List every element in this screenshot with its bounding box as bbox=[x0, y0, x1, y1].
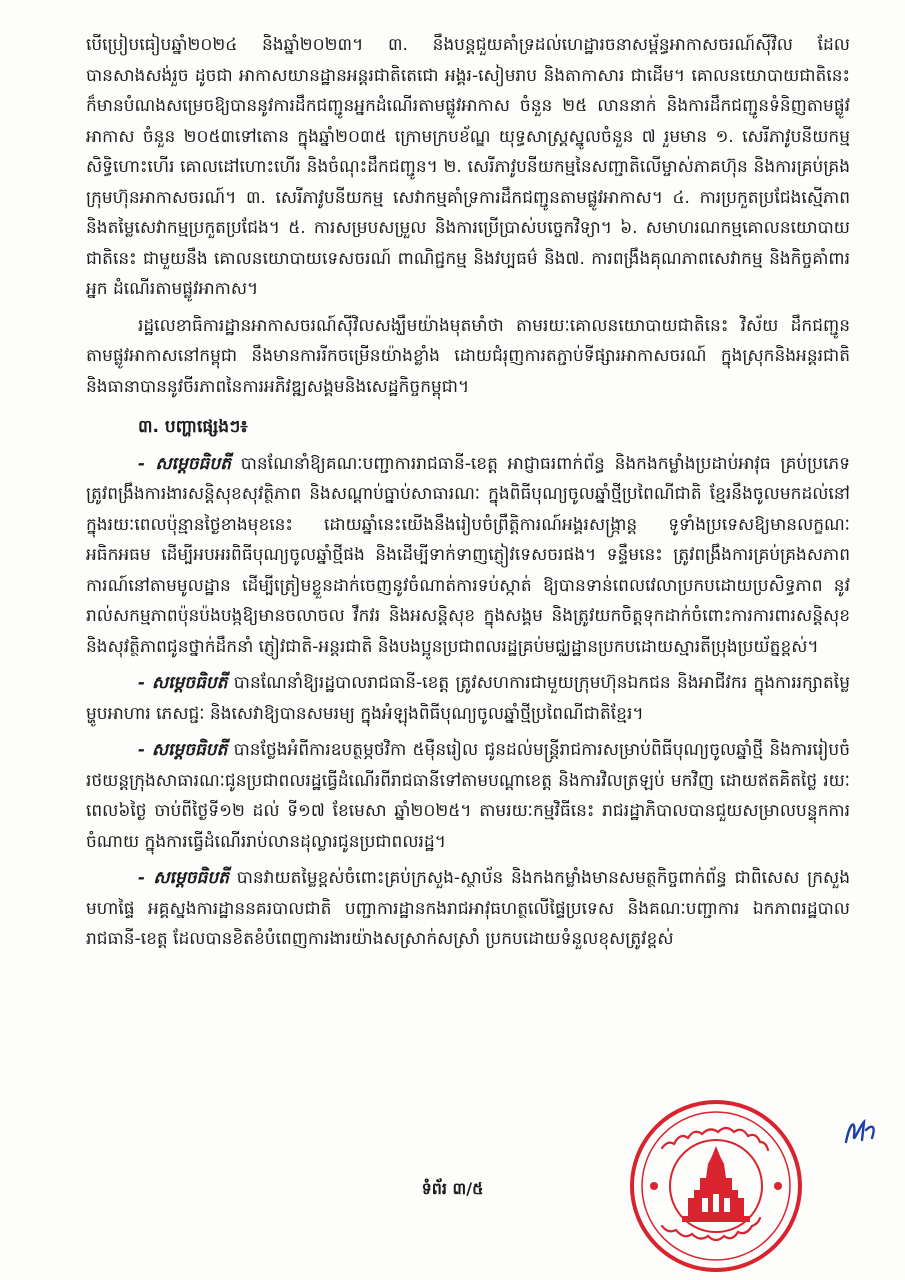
item-text: បានណែនាំឱ្យគណៈបញ្ជាការរាជធានី-ខេត្ត អាជ្ញាធរពាក់ព័ន្ធ និងកងកម្លាំងប្រដាប់អាវុធ គ្រប់ប្រភេទ ត្រូវពង្រឹងការងារសន្តិសុខសុវត្ថិភាព និងសណ្តាប់ធ្នាប់សាធារណៈ ក្នុងពិធីបុណ្យចូលឆ្នាំថ្មីប្រពៃណីជាតិ ខ្មែរនឹងចូលមកដល់នៅក្នុងរយៈពេលប៉ុន្មានថ្ងៃខាងមុខនេះ ដោយឆ្នាំនេះយើងនឹងរៀបចំព្រឹត្តិការណ៍អង្គរសង្ក្រាន្ត ទូទាំងប្រទេសឱ្យមានលក្ខណៈអធិកអធម ដើម្បីអបអរពិធីបុណ្យចូលឆ្នាំថ្មីផង និងដើម្បីទាក់ទាញភ្ញៀវទេសចរផង។ ទន្ទឹមនេះ ត្រូវពង្រឹងការគ្រប់គ្រងសភាពការណ៍នៅតាមមូលដ្ឋាន ដើម្បីត្រៀមខ្លួនដាក់ចេញនូវចំណាត់ការទប់ស្កាត់ ឱ្យបានទាន់ពេលវេលាប្រកបដោយប្រសិទ្ធភាព នូវរាល់សកម្មភាពប៉ុនប៉ងបង្កឱ្យមានចលាចល វឹកវរ និងអសន្តិសុខ ក្នុងសង្គម និងត្រូវយកចិត្តទុកដាក់ចំពោះការការពារសន្តិសុខ និងសុវត្ថិភាពជូនថ្នាក់ដឹកនាំ ភ្ញៀវជាតិ-អន្តរជាតិ និងបងប្អូនប្រជាពលរដ្ឋគ្រប់មជ្ឈដ្ឋានប្រកបដោយស្មារតីប្រុងប្រយ័ត្នខ្ពស់។ bbox=[86, 453, 850, 657]
document-body bbox=[86, 30, 850, 961]
paragraph-policy-continued: បើប្រៀបធៀបឆ្នាំ២០២៤ និងឆ្នាំ២០២៣។ ៣. នឹងបន្តជួយគាំទ្រដល់ហេដ្ឋារចនាសម្ព័ន្ធអាកាសចរណ៍ស៊ីវិល ដែលបានសាងសង់រួច ដូចជា អាកាសយានដ្ឋានអន្តរជាតិតេជោ អង្គរ-សៀមរាប និងតាកាសារ ជាដើម។ គោលនយោបាយជាតិនេះ ក៏មានបំណងសម្រេចឱ្យបាននូវការដឹកជញ្ជូនអ្នកដំណើរតាមផ្លូវអាកាស ចំនួន ២៥ លាននាក់ និងការដឹកជញ្ជូនទំនិញតាមផ្លូវអាកាស ចំនួន ២០៥៣ទៅតោន ក្នុងឆ្នាំ២០៣៥ ក្រោមក្របខ័ណ្ឌ យុទ្ធសាស្ត្រស្នូលចំនួន ៧ រួមមាន ១. សេរីភាវូបនីយកម្មសិទ្ធិហោះហើរ គោលដៅហោះហើរ និងចំណុះដឹកជញ្ជូន។ ២. សេរីភាវូបនីយកម្មនៃសញ្ជាតិលើម្ចាស់ភាគហ៊ុន និងការគ្រប់គ្រងក្រុមហ៊ុនអាកាសចរណ៍។ ៣. សេរីភាវូបនីយកម្ម សេវាកម្មគាំទ្រការដឹកជញ្ជូនតាមផ្លូវអាកាស។ ៤. ការប្រកួតប្រជែងស្មើភាព និងតម្លៃសេវាកម្មប្រកួតប្រជែង។ ៥. ការសម្របសម្រួល និងការប្រើប្រាស់បច្ចេកវិទ្យា។ ៦. សមាហរណកម្មគោលនយោបាយជាតិនេះ ជាមួយនឹង គោលនយោបាយទេសចរណ៍ ពាណិជ្ជកម្ម និងវប្បធម៌ និង៧. ការពង្រឹងគុណភាពសេវាកម្ម និងកិច្ចគាំពារអ្នក ដំណើរតាមផ្លូវអាកាស។ bbox=[86, 35, 850, 299]
official-seal-icon bbox=[618, 1098, 814, 1274]
list-item bbox=[86, 863, 850, 955]
page-number: ទំព័រ ៣/៥ bbox=[421, 1179, 484, 1198]
item-lead: - សម្តេចធិបតី bbox=[138, 453, 231, 474]
section-heading: ៣. បញ្ហាផ្សេងៗ៖ bbox=[138, 417, 248, 437]
paragraph-policy-outlook: រដ្ឋលេខាធិការដ្ឋានអាកាសចរណ៍ស៊ីវិលសង្ឃឹមយ៉ាងមុតមាំថា តាមរយៈគោលនយោបាយជាតិនេះ វិស័យ ដឹកជញ្ជូនតាមផ្លូវអាកាសនៅកម្ពុជា នឹងមានការរីកចម្រើនយ៉ាងខ្លាំង ដោយជំរុញការតភ្ជាប់ទីផ្សារអាកាសចរណ៍ ក្នុងស្រុកនិងអន្តរជាតិ និងធានាបាននូវចីរភាពនៃការអភិវឌ្ឍសង្គមនិងសេដ្ឋកិច្ចកម្ពុជា។ bbox=[86, 315, 850, 397]
item-text: បានណែនាំឱ្យរដ្ឋបាលរាជធានី-ខេត្ត ត្រូវសហការជាមួយក្រុមហ៊ុនឯកជន និងអាជីវករ ក្នុងការរក្សាតម្លៃម្ហូបអាហារ ភេសជ្ជៈ និងសេវាឱ្យបានសមរម្យ ក្នុងអំឡុងពិធីបុណ្យចូលឆ្នាំថ្មីប្រពៃណីជាតិខ្មែរ។ bbox=[86, 673, 850, 724]
item-text: បានវាយតម្លៃខ្ពស់ចំពោះគ្រប់ក្រសួង-ស្ថាប័ន និងកងកម្លាំងមានសមត្ថកិច្ចពាក់ព័ន្ធ ជាពិសេស ក្រសួងមហាផ្ទៃ អគ្គស្នងការដ្ឋាននគរបាលជាតិ បញ្ជាការដ្ឋានកងរាជអាវុធហត្ថលើផ្ទៃប្រទេស និងគណៈបញ្ជាការ ឯកភាពរដ្ឋបាលរាជធានី-ខេត្ត ដែលបានខិតខំបំពេញការងារយ៉ាងសស្រាក់សស្រាំ ប្រកបដោយទំនួលខុសត្រូវខ្ពស់ bbox=[86, 868, 850, 949]
item-lead: - សម្តេចធិបតី bbox=[138, 673, 228, 693]
list-item bbox=[86, 735, 850, 857]
item-lead: - សម្តេចធិបតី bbox=[138, 868, 229, 888]
list-item bbox=[86, 449, 850, 663]
item-lead: - សម្តេចធិបតី bbox=[138, 740, 228, 760]
item-text: បានថ្លែងអំពីការឧបត្ថម្ភថវិកា ៥ម៉ឺនរៀល ជូនដល់មន្ត្រីរាជការសម្រាប់ពិធីបុណ្យចូលឆ្នាំថ្មី និងការរៀបចំរថយន្តក្រុងសាធារណៈជូនប្រជាពលរដ្ឋធ្វើដំណើរពីរាជធានីទៅតាមបណ្តាខេត្ត និងការវិលត្រឡប់ មកវិញ ដោយឥតគិតថ្លៃ រយៈពេល៦ថ្ងៃ ចាប់ពីថ្ងៃទី១២ ដល់ ទី១៧ ខែមេសា ឆ្នាំ២០២៥។ តាមរយៈកម្មវិធីនេះ រាជរដ្ឋាភិបាលបានជួយសម្រាលបន្ទុកការចំណាយ ក្នុងការធ្វើដំណើររាប់លានដុល្លារជូនប្រជាពលរដ្ឋ។ bbox=[86, 740, 850, 852]
signature-icon bbox=[842, 1112, 882, 1152]
list-item bbox=[86, 668, 850, 729]
